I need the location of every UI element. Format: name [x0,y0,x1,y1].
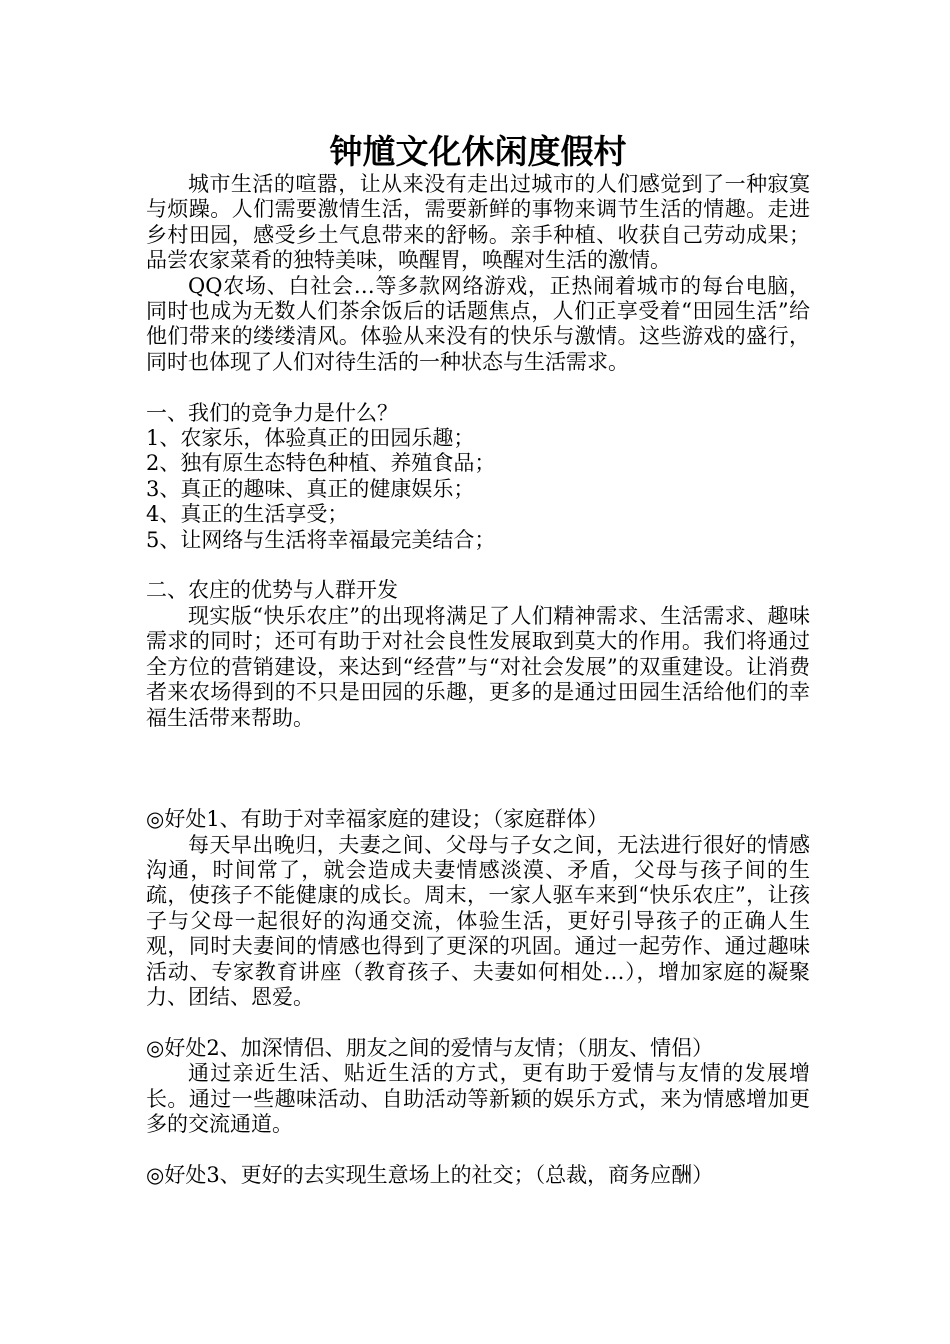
benefit-2-heading: ◎好处2、加深情侣、朋友之间的爱情与友情；（朋友、情侣） [146,1035,714,1060]
section1-item-4: 4、真正的生活享受； [146,502,349,527]
intro-paragraph-1: 城市生活的喧嚣，让从来没有走出过城市的人们感觉到了一种寂寞与烦躁。人们需要激情生活，需要新鲜的事物来调节生活的情趣。走进乡村田园，感受乡土气息带来的舒畅。亲手种植、收获自己劳动成果；品尝农家菜肴的独特美味，唤醒胃，唤醒对生活的激情。 [146,172,810,273]
benefit-1-heading: ◎好处1、有助于对幸福家庭的建设；（家庭群体） [146,807,609,832]
section2-paragraph: 现实版“快乐农庄”的出现将满足了人们精神需求、生活需求、趣味需求的同时；还可有助于对社会良性发展取到莫大的作用。我们将通过全方位的营销建设，来达到“经营”与“对社会发展”的双重建设。让消费者来农场得到的不只是田园的乐趣，更多的是通过田园生活给他们的幸福生活带来帮助。 [146,603,810,730]
spacer [146,731,810,807]
benefit-1-paragraph: 每天早出晚归，夫妻之间、父母与子女之间，无法进行很好的情感沟通，时间常了，就会造成夫妻情感淡漠、矛盾，父母与孩子间的生疏，使孩子不能健康的成长。周末，一家人驱车来到“快乐农庄”，让孩子与父母一起很好的沟通交流，体验生活，更好引导孩子的正确人生观，同时夫妻间的情感也得到了更深的巩固。通过一起劳作、通过趣味活动、专家教育讲座（教育孩子、夫妻如何相处…），增加家庭的凝聚力、团结、恩爱。 [146,832,810,1009]
page-title: 钟馗文化休闲度假村 [329,132,627,171]
section1-item-5: 5、让网络与生活将幸福最完美结合； [146,527,496,552]
section2-heading: 二、农庄的优势与人群开发 [146,578,398,603]
benefit-2-paragraph: 通过亲近生活、贴近生活的方式，更有助于爱情与友情的发展增长。通过一些趣味活动、自助活动等新颖的娱乐方式，来为情感增加更多的交流通道。 [146,1061,810,1136]
section1-heading: 一、我们的竞争力是什么？ [146,400,398,425]
spacer [146,1010,810,1035]
spacer [146,375,810,400]
section1-item-3: 3、真正的趣味、真正的健康娱乐； [146,476,475,501]
benefit-3-heading: ◎好处3、更好的去实现生意场上的社交；（总裁，商务应酬） [146,1162,714,1187]
section1-item-2: 2、独有原生态特色种植、养殖食品； [146,451,496,476]
intro-paragraph-2: QQ农场、白社会…等多款网络游戏，正热闹着城市的每台电脑，同时也成为无数人们茶余饭后的话题焦点，人们正享受着“田园生活”给他们带来的缕缕清风。体验从来没有的快乐与激情。这些游戏的盛行，同时也体现了人们对待生活的一种状态与生活需求。 [146,273,810,374]
spacer [146,553,810,578]
spacer [146,1137,810,1162]
document-body [146,172,810,1188]
section1-item-1: 1、农家乐，体验真正的田园乐趣； [146,426,475,451]
